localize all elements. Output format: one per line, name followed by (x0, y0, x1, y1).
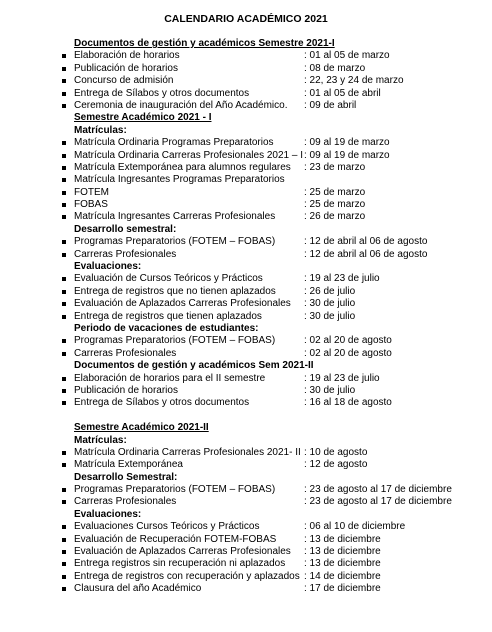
section-heading: Documentos de gestión y académicos Semestre 2021-I (74, 38, 335, 49)
bullet-icon (62, 377, 66, 381)
item-label: Carreras Profesionales (74, 496, 177, 508)
item-date: : 30 de julio (304, 298, 356, 310)
item-date: : 19 al 23 de julio (304, 273, 380, 285)
item-label: Entrega de registros que tienen aplazados (74, 310, 262, 322)
bullet-icon (62, 154, 66, 158)
list-item (60, 571, 480, 583)
list-item (60, 211, 480, 223)
bullet-icon (62, 463, 66, 467)
item-label: Elaboración de horarios para el II semestre (74, 372, 266, 384)
item-date: : 06 al 10 de diciembre (304, 521, 406, 533)
list-item (60, 150, 480, 162)
section-heading: Desarrollo Semestral: (74, 471, 178, 483)
bullet-icon (62, 240, 66, 244)
bullet-icon (62, 191, 66, 195)
bullet-icon (62, 290, 66, 294)
bullet-icon (62, 339, 66, 343)
item-label: Evaluación de Cursos Teóricos y Prácticos (74, 273, 263, 285)
item-label: Entrega de Sílabos y otros documentos (74, 87, 250, 99)
item-date: : 13 de diciembre (304, 533, 381, 545)
item-date: : 12 de abril al 06 de agosto (304, 248, 428, 260)
list-item (60, 385, 480, 397)
item-date: : 19 al 23 de julio (304, 372, 380, 384)
item-date: : 23 de agosto al 17 de diciembre (304, 484, 452, 496)
item-label: Concurso de admisión (74, 75, 174, 87)
item-date: : 01 al 05 de abril (304, 87, 381, 99)
list-item (60, 50, 480, 62)
item-label: Matrícula Ordinaria Programas Preparatorios (74, 137, 274, 149)
list-item (60, 558, 480, 570)
bullet-icon (62, 451, 66, 455)
list-item (60, 249, 480, 261)
item-label: Programas Preparatorios (FOTEM – FOBAS) (74, 484, 276, 496)
item-date: : 16 al 18 de agosto (304, 397, 392, 409)
item-label: Matrícula Ordinaria Carreras Profesionales 2021- II (74, 446, 301, 458)
list-item (60, 397, 480, 409)
list-item (60, 447, 480, 459)
item-label: Publicación de horarios (74, 384, 178, 396)
bullet-icon (62, 401, 66, 405)
bullet-icon (62, 54, 66, 58)
bullet-icon (62, 67, 66, 71)
list-item (60, 335, 480, 347)
item-date: : 30 de julio (304, 310, 356, 322)
item-label: Carreras Profesionales (74, 248, 177, 260)
item-label: Matrícula Ingresantes Carreras Profesionales (74, 211, 276, 223)
item-label: Entrega de registros con recuperación y aplazados (74, 570, 300, 582)
list-item (60, 174, 480, 186)
bullet-icon (62, 587, 66, 591)
bullet-icon (62, 562, 66, 566)
item-date: : 25 de marzo (304, 186, 366, 198)
section-heading: Evaluaciones: (74, 261, 142, 273)
item-label: Matrícula Ingresantes Programas Preparatorios (74, 174, 285, 186)
item-date: : 02 al 20 de agosto (304, 347, 392, 359)
list-item (60, 199, 480, 211)
item-label: Elaboración de horarios (74, 50, 180, 62)
section-heading: Documentos de gestión y académicos Sem 2021-II (74, 360, 314, 372)
bullet-icon (62, 92, 66, 96)
item-label: Ceremonia de inauguración del Año Académico. (74, 99, 288, 111)
item-label: Entrega de Sílabos y otros documentos (74, 397, 250, 409)
item-label: Clausura del año Académico (74, 583, 202, 595)
item-date: : 10 de agosto (304, 446, 368, 458)
item-label: Evaluación de Recuperación FOTEM-FOBAS (74, 533, 277, 545)
section-heading: Semestre Académico 2021 - I (74, 112, 212, 124)
list-item (60, 348, 480, 360)
bullet-icon (62, 538, 66, 542)
item-label: FOTEM (74, 186, 109, 198)
section-heading: Periodo de vacaciones de estudiantes: (74, 322, 259, 334)
list-item (60, 137, 480, 149)
item-date: : 08 de marzo (304, 62, 366, 74)
item-label: Matrícula Extemporánea para alumnos regulares (74, 161, 291, 173)
item-label: Programas Preparatorios (FOTEM – FOBAS) (74, 335, 276, 347)
list-item (60, 162, 480, 174)
item-date: : 23 de marzo (304, 161, 366, 173)
bullet-icon (62, 315, 66, 319)
calendar-body (60, 38, 480, 596)
bullet-icon (62, 488, 66, 492)
bullet-icon (62, 104, 66, 108)
bullet-icon (62, 389, 66, 393)
item-date: : 22, 23 y 24 de marzo (304, 75, 404, 87)
document-title: CALENDARIO ACADÉMICO 2021 (164, 13, 328, 25)
bullet-icon (62, 500, 66, 504)
item-date: : 25 de marzo (304, 199, 366, 211)
list-item (60, 496, 480, 508)
list-item (60, 298, 480, 310)
item-date: : 12 de abril al 06 de agosto (304, 236, 428, 248)
item-date: : 17 de diciembre (304, 583, 381, 595)
bullet-icon (62, 166, 66, 170)
item-date: : 13 de diciembre (304, 558, 381, 570)
item-label: Publicación de horarios (74, 62, 178, 74)
bullet-icon (62, 215, 66, 219)
bullet-icon (62, 302, 66, 306)
item-date: : 12 de agosto (304, 459, 368, 471)
bullet-icon (62, 277, 66, 281)
item-date: : 26 de julio (304, 285, 356, 297)
item-label: Entrega de registros que no tienen aplazados (74, 285, 276, 297)
item-label: Matrícula Extemporánea (74, 459, 183, 471)
item-date: : 09 al 19 de marzo (304, 149, 390, 161)
list-item (60, 546, 480, 558)
list-item (60, 521, 480, 533)
list-item (60, 88, 480, 100)
section-heading: Desarrollo semestral: (74, 223, 177, 235)
section-heading: Matrículas: (74, 124, 127, 136)
item-date: : 13 de diciembre (304, 546, 381, 558)
list-item (60, 373, 480, 385)
item-date: : 01 al 05 de marzo (304, 50, 390, 62)
item-label: Evaluación de Aplazados Carreras Profesionales (74, 298, 291, 310)
list-item (60, 273, 480, 285)
list-item (60, 63, 480, 75)
section-heading: Matrículas: (74, 434, 127, 446)
item-date: : 23 de agosto al 17 de diciembre (304, 496, 452, 508)
list-item (60, 583, 480, 595)
list-item (60, 75, 480, 87)
list-item (60, 100, 480, 112)
bullet-icon (62, 550, 66, 554)
bullet-icon (62, 178, 66, 182)
spacer (60, 410, 480, 422)
list-item (60, 187, 480, 199)
item-date: : 09 al 19 de marzo (304, 137, 390, 149)
item-label: Evaluación de Aplazados Carreras Profesionales (74, 546, 291, 558)
item-label: Matrícula Ordinaria Carreras Profesionales 2021 – I (74, 149, 303, 161)
bullet-icon (62, 253, 66, 257)
item-label: Programas Preparatorios (FOTEM – FOBAS) (74, 236, 276, 248)
item-label: Carreras Profesionales (74, 347, 177, 359)
list-item (60, 286, 480, 298)
list-item (60, 236, 480, 248)
item-date: : 02 al 20 de agosto (304, 335, 392, 347)
item-date: : 14 de diciembre (304, 570, 381, 582)
list-item (60, 459, 480, 471)
bullet-icon (62, 141, 66, 145)
item-date: : 09 de abril (304, 99, 357, 111)
item-label: FOBAS (74, 199, 108, 211)
bullet-icon (62, 525, 66, 529)
item-date: : 26 de marzo (304, 211, 366, 223)
section-heading: Semestre Académico 2021-II (74, 422, 209, 434)
bullet-icon (62, 203, 66, 207)
item-date: : 30 de julio (304, 384, 356, 396)
list-item (60, 534, 480, 546)
item-label: Entrega registros sin recuperación ni aplazados (74, 558, 286, 570)
item-label: Evaluaciones Cursos Teóricos y Prácticos (74, 521, 260, 533)
bullet-icon (62, 575, 66, 579)
list-item (60, 484, 480, 496)
bullet-icon (62, 352, 66, 356)
bullet-icon (62, 79, 66, 83)
list-item (60, 311, 480, 323)
section-heading: Evaluaciones: (74, 508, 142, 520)
